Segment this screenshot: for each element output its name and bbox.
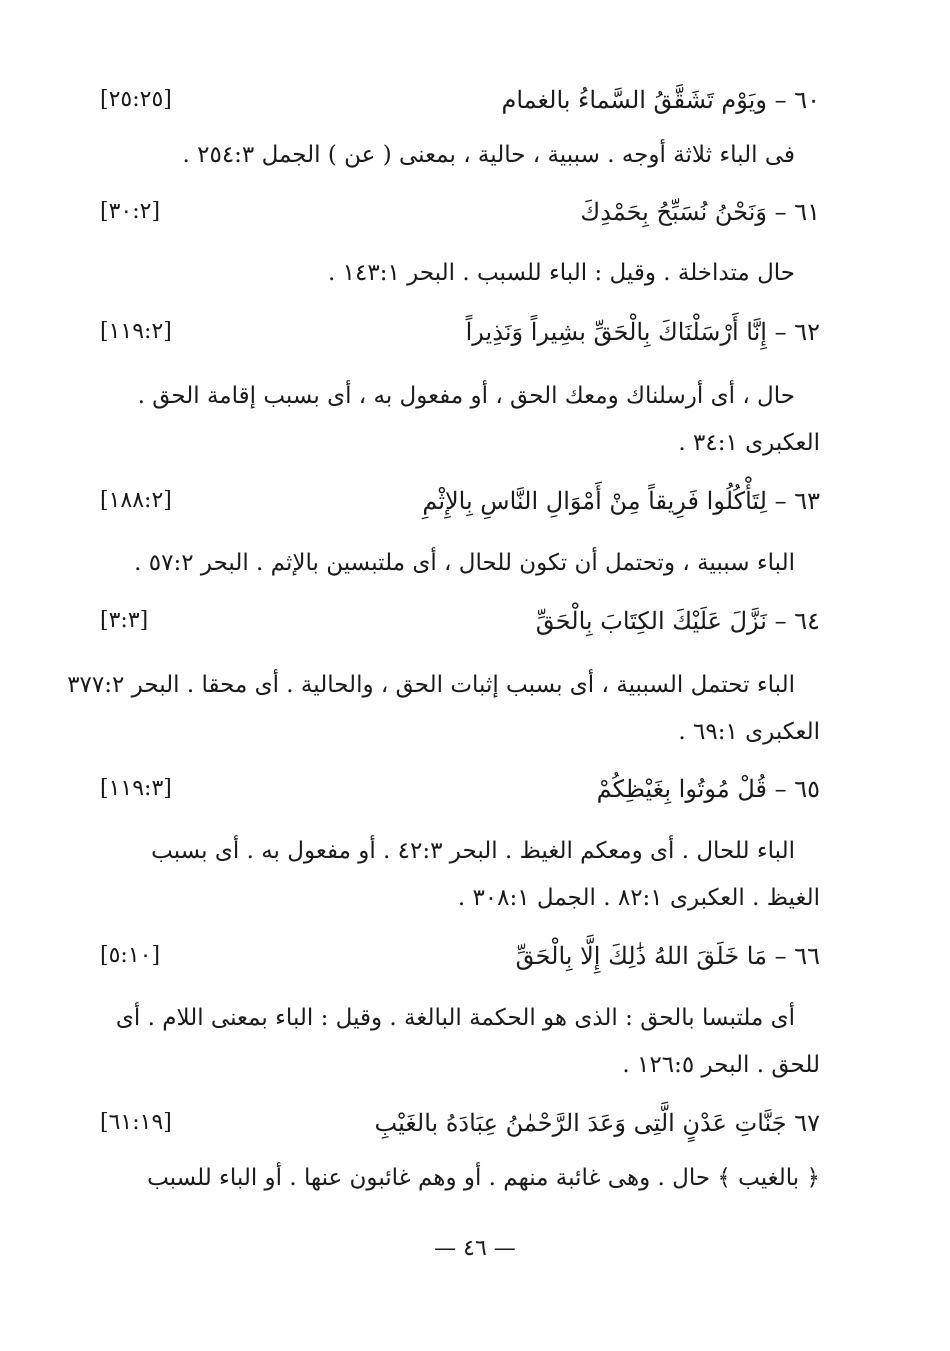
verse-62: ٦٢ – إِنَّا أَرْسَلْنَاكَ بِالْحَقِّ بشِيراً وَنَذِيراً <box>465 318 820 346</box>
verse-63: ٦٣ – لِتَأْكُلُوا فَرِيقاً مِنْ أَمْوَالِ النَّاسِ بِالإِثْمِ <box>422 487 820 515</box>
note-65-line-2: الغيظ . العكبرى ٨٢:١ . الجمل ٣٠٨:١ . <box>457 885 820 911</box>
verse-61: ٦١ – وَنَحْنُ نُسَبِّحُ بِحَمْدِكَ <box>580 198 820 226</box>
verse-ref-64: [٣:٣] <box>100 608 149 633</box>
verse-66: ٦٦ – مَا خَلَقَ اللهُ ذَٰلِكَ إِلَّا بِالْحَقِّ <box>515 942 820 970</box>
verse-ref-60: [٢٥:٢٥] <box>100 87 172 112</box>
note-62-line-1: حال ، أى أرسلناك ومعك الحق ، أو مفعول به ، أى بسبب إقامة الحق . <box>137 383 795 409</box>
note-64-line-1: الباء تحتمل السببية ، أى بسبب إثبات الحق ، والحالية . أى محقا . البحر ٣٧٧:٢ <box>67 672 795 698</box>
note-64-line-2: العكبرى ٦٩:١ . <box>678 719 820 745</box>
note-67-line-1: ﴿ بالغيب ﴾ حال . وهى غائبة منهم . أو وهم غائبون عنها . أو الباء للسبب <box>147 1165 820 1191</box>
note-65-line-1: الباء للحال . أى ومعكم الغيظ . البحر ٤٢:٣ . أو مفعول به . أى بسبب <box>151 838 795 864</box>
note-63-line-1: الباء سببية ، وتحتمل أن تكون للحال ، أى ملتبسين بالإثم . البحر ٥٧:٢ . <box>134 550 795 576</box>
verse-ref-62: [١١٩:٢] <box>100 319 172 344</box>
note-66-line-2: للحق . البحر ١٢٦:٥ . <box>622 1052 820 1078</box>
verse-65: ٦٥ – قُلْ مُوتُوا بِغَيْظِكُمْ <box>596 775 820 803</box>
note-66-line-1: أى ملتبسا بالحق : الذى هو الحكمة البالغة . وقيل : الباء بمعنى اللام . أى <box>115 1005 795 1031</box>
verse-ref-67: [٦١:١٩] <box>100 1110 172 1135</box>
note-60-line-1: فى الباء ثلاثة أوجه . سببية ، حالية ، بمعنى ( عن ) الجمل ٢٥٤:٣ . <box>182 142 795 168</box>
note-62-line-2: العكبرى ٣٤:١ . <box>678 430 820 456</box>
verse-60: ٦٠ – ويَوْم تَشَقَّقُ السَّماءُ بالغمام <box>501 86 820 114</box>
verse-ref-65: [١١٩:٣] <box>100 776 172 801</box>
verse-64: ٦٤ – نَزَّلَ عَلَيْكَ الكِتَابَ بِالْحَقِّ <box>535 607 820 635</box>
page-number: — ٤٦ — <box>434 1236 516 1261</box>
verse-ref-66: [٥:١٠] <box>100 943 161 968</box>
verse-ref-61: [٣٠:٢] <box>100 199 161 224</box>
note-61-line-1: حال متداخلة . وقيل : الباء للسبب . البحر ١٤٣:١ . <box>328 260 795 286</box>
verse-ref-63: [١٨٨:٢] <box>100 488 172 513</box>
verse-67: ٦٧ جَنَّاتِ عَدْنٍ الَّتِى وَعَدَ الرَّحْمٰنُ عِبَادَهُ بالغَيْبِ <box>374 1109 820 1137</box>
